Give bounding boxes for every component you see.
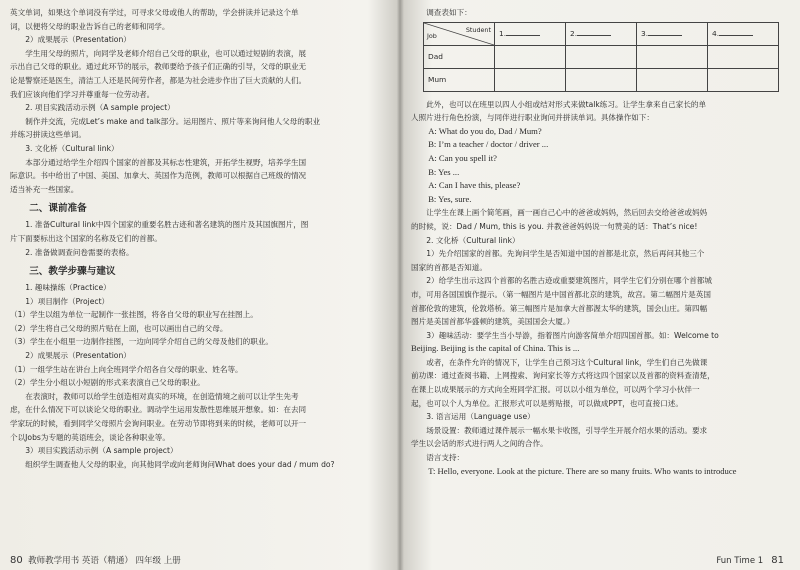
text-line: 1）先介绍国家的首都。先询问学生是否知道中国的首都是北京，然后再问其他三个 — [426, 249, 705, 259]
left-footer — [10, 554, 181, 566]
text-line: 并练习拼读这些单词。 — [10, 130, 86, 140]
table-cell[interactable] — [566, 45, 637, 68]
subsection-heading: 3. 语言运用（Language use） — [426, 412, 535, 422]
text-line: 本部分通过给学生介绍四个国家的首都及其标志性建筑，开拓学生视野，培养学生国 — [25, 157, 307, 167]
text-line: （2）学生分小组以小短剧的形式来表演自己父母的职业。 — [10, 378, 205, 388]
text-line: 此外，也可以在班里以四人小组或结对形式来做talk练习。让学生拿来自己家长的单 — [426, 99, 707, 109]
text-line: 学生以会话的形式进行两人之间的合作。 — [411, 439, 548, 449]
dialogue-line: T: Hello, everyone. Look at the picture. There are so many fruits. Who wants to introduce — [428, 465, 737, 476]
column-header[interactable]: 4. — [708, 22, 779, 45]
left-page — [10, 6, 388, 564]
text-line: 3）趣味活动：要学生当小导游，指着图片向游客简单介绍四国首都。如：Welcome to — [426, 330, 719, 340]
table-cell[interactable] — [495, 68, 566, 91]
text-line: 示出自己父母的职业。通过此环节的展示，教师要给予孩子们正确的引导，父母的职业无 — [10, 62, 307, 72]
table-row — [424, 45, 779, 68]
column-header[interactable]: 1. — [495, 22, 566, 45]
dialogue-line: B: I’m a teacher / doctor / driver ... — [428, 139, 549, 150]
text-line: 在课上以成果展示的方式向全班同学汇报。可以以小组为单位，可以两个学习小伙伴一 — [411, 385, 700, 395]
text-line: 学生用父母的照片，向同学及老师介绍自己父母的职业，也可以通过短剧的表演，展 — [25, 48, 307, 58]
book-title: 教师教学用书 英语（精通） 四年级 上册 — [28, 556, 181, 566]
survey-title: 调查表如下： — [426, 8, 472, 17]
dialogue-line: B: Yes ... — [428, 166, 460, 177]
subsection-heading: 2）成果展示（Presentation） — [25, 351, 131, 361]
dialogue-line: A: Can I have this, please? — [428, 180, 521, 191]
row-label: Dad — [424, 45, 495, 68]
right-footer — [716, 555, 784, 566]
table-row — [424, 22, 779, 45]
text-line: 前功课：通过查阅书籍、上网搜索、询问家长等方式将这四个国家以及首都的资料查清楚， — [411, 371, 715, 381]
text-line: 市，可用各国国旗作提示。（第一幅图片是中国首都北京的建筑，故宫。第二幅图片是英国 — [411, 289, 711, 299]
dialogue-line: A: What do you do, Dad / Mum? — [428, 125, 542, 136]
text-line: 际意识。书中给出了中国、美国、加拿大、英国作为范例，教师可以根据自己班级的情况 — [10, 171, 307, 181]
subsection-heading: 1）项目制作（Project） — [25, 296, 110, 306]
text-line: 英文单词，如果这个单词没有学过，可寻求父母或他人的帮助，学会拼读并记录这个单 — [10, 8, 299, 17]
text-line: 让学生在课上画个简笔画，画一画自己心中的爸爸或妈妈，然后回去交给爸爸或妈妈 — [426, 208, 708, 218]
table-cell[interactable] — [566, 68, 637, 91]
text-line: （3）学生在小组里一边制作挂图，一边向同学介绍自己的父母及他们的职业。 — [10, 337, 274, 347]
text-line: 人照片进行角色扮演，与同伴进行职业询问并拼读单词。具体操作如下： — [411, 113, 654, 123]
table-cell[interactable] — [708, 45, 779, 68]
text-line: （1）一组学生站在讲台上向全班同学介绍各自父母的职业、姓名等。 — [10, 364, 243, 374]
text-line: 或者，在条件允许的情况下，让学生自己预习这个Cultural link，学生们自己先做课 — [426, 357, 708, 367]
table-cell[interactable] — [708, 68, 779, 91]
text-line: （2）学生将自己父母的照片贴在上面，也可以画出自己的父母。 — [10, 323, 228, 333]
column-header[interactable]: 2. — [566, 22, 637, 45]
text-line: （1）学生以组为单位一起制作一张挂图，将各自父母的职业写在挂图上。 — [10, 310, 258, 320]
text-line: 制作并交流，完成Let’s make and talk部分。运用图片、照片等来询问他人父母的职业 — [25, 116, 321, 126]
subsection-heading: 2. 文化桥（Cultural link） — [426, 235, 520, 245]
right-page — [411, 6, 791, 564]
text-line: 1. 准备Cultural link中四个国家的重要名胜古迹和著名建筑的图片及其国旗图片，图 — [25, 220, 309, 230]
text-line: 2）给学生出示这四个首都的名胜古迹或重要建筑图片，同学生它们分别在哪个首都城 — [426, 276, 712, 286]
subsection-heading: 1. 趣味操练（Practice） — [25, 283, 111, 293]
text-line: 虑，在什么情况下可以谈论父母的职业。调动学生运用发散性思维展开想象。如：在去同 — [10, 405, 307, 415]
table-cell[interactable] — [495, 45, 566, 68]
text-line: 场景设置：教师通过课件展示一幅水果卡收图，引导学生开展介绍水果的活动。要求 — [426, 425, 708, 435]
table-corner-cell — [424, 22, 495, 45]
row-label: Mum — [424, 68, 495, 91]
corner-label-job: Job — [427, 32, 437, 40]
text-line: 学家玩的时候，看到同学父母照片会询问职业。在劳动节即将到来的时候，老师可以开一 — [10, 419, 307, 429]
dialogue-line: B: Yes, sure. — [428, 193, 472, 204]
text-line: 词，以便将父母的职业告诉自己的老师和同学。 — [10, 21, 170, 31]
column-header[interactable]: 3. — [637, 22, 708, 45]
table-cell[interactable] — [637, 45, 708, 68]
page-number: 81 — [771, 555, 784, 566]
table-cell[interactable] — [637, 68, 708, 91]
table-row — [424, 68, 779, 91]
text-line: Beijing. Beijing is the capital of China. This is ... — [411, 343, 580, 354]
section-heading: 二、课前准备 — [29, 203, 87, 215]
subsection-heading: 3. 文化桥（Cultural link） — [25, 143, 119, 153]
text-line: 语言支持： — [426, 453, 465, 463]
text-line: 的时候，说：Dad / Mum, this is you. 并教爸爸妈妈说一句赞美的话：That’s nice! — [411, 221, 698, 231]
survey-table — [423, 22, 779, 92]
subsection-heading: 3）项目实践活动示例（A sample project） — [25, 446, 178, 456]
text-line: 适当补充一些国家。 — [10, 184, 79, 194]
subsection-heading: 2）成果展示（Presentation） — [25, 35, 131, 45]
corner-label-student: Student — [465, 25, 491, 34]
text-line: 首都伦敦的建筑，伦敦塔桥。第三幅图片是加拿大首都渥太华的建筑，国会山庄。第四幅 — [411, 303, 708, 313]
text-line: 在表演时，教师可以给学生创造相对真实的环境，在创造情境之前可以让学生先考 — [25, 391, 299, 401]
text-line: 图片是美国首都华盛顿的建筑，美国国会大厦。） — [411, 317, 575, 327]
section-heading: 三、教学步骤与建议 — [29, 266, 116, 278]
text-line: 我们应该向他们学习并尊重每一位劳动者。 — [10, 89, 155, 99]
text-line: 论是警察还是医生，清洁工人还是民间劳作者，都是为社会进步作出了巨大贡献的人们。 — [10, 75, 307, 85]
text-line: 片下面要标出这个国家的名称及它们的首都。 — [10, 233, 162, 243]
dialogue-line: A: Can you spell it? — [428, 152, 497, 163]
text-line: 国家的首都是否知道。 — [411, 262, 487, 272]
subsection-heading: 2. 项目实践活动示例（A sample project） — [25, 103, 175, 113]
text-line: 组织学生调查他人父母的职业，向其他同学或向老师询问What does your dad / mum do? — [25, 459, 335, 469]
unit-title: Fun Time 1 — [716, 556, 764, 566]
text-line: 2. 准备做调查问卷需要的表格。 — [25, 247, 134, 257]
text-line: 起，也可以个人为单位。汇报形式可以是剪贴报，可以做成PPT，也可直接口述。 — [411, 398, 683, 408]
text-line: 个以Jobs为专题的英语班会，谈论各种职业等。 — [10, 432, 170, 442]
page-number: 80 — [10, 555, 23, 566]
